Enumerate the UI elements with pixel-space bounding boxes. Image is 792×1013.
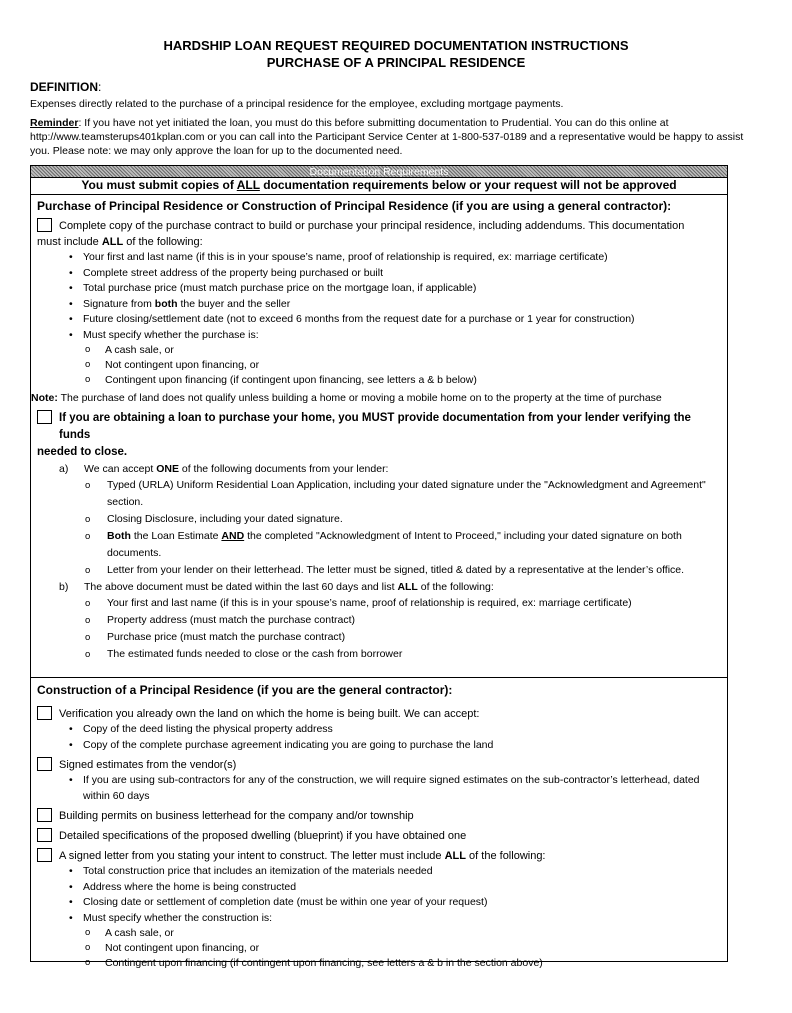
option-a-documents — [85, 477, 727, 579]
list-item: o Not contingent upon financing, or — [85, 941, 727, 956]
purchase-section-heading: Purchase of Principal Residence or Construction of Principal Residence (if you are using a general contractor): — [37, 199, 672, 213]
list-item: • Signature from both the buyer and the seller — [69, 297, 727, 313]
list-item: • Complete street address of the property being purchased or built — [69, 266, 727, 282]
list-item: o A cash sale, or — [85, 926, 727, 941]
land-verification-item: Verification you already own the land on which the home is being built. We can accept: — [37, 706, 727, 722]
list-item: o Letter from your lender on their letterhead. The letter must be signed, titled & dated by a representative at the lender’s office. — [85, 562, 727, 579]
option-b: b) The above document must be dated within the last 60 days and list ALL of the following: — [59, 581, 494, 593]
definition-body: Expenses directly related to the purchase of a principal residence for the employee, excluding mortgage payments. — [30, 97, 564, 110]
list-item: • Future closing/settlement date (not to exceed 6 months from the request date for a purchase or 1 year for construction) — [69, 312, 727, 328]
list-item: • Copy of the deed listing the physical property address — [69, 722, 727, 738]
requirements-warning: You must submit copies of ALL documentation requirements below or your request will not be approved — [31, 178, 727, 195]
construction-type-sublist — [85, 926, 727, 971]
vendor-estimates-item: Signed estimates from the vendor(s) — [37, 757, 727, 773]
list-item: o Not contingent upon financing, or — [85, 358, 727, 373]
list-item: o Both the Loan Estimate AND the completed "Acknowledgment of Intent to Proceed," including your dated signature on both documents. — [85, 528, 727, 562]
list-item: o A cash sale, or — [85, 343, 727, 358]
list-item: o Your first and last name (if this is in your spouse’s name, proof of relationship is required, ex: marriage certificate) — [85, 595, 727, 612]
land-verification-bullets — [69, 722, 727, 753]
list-item: • Closing date or settlement of completion date (must be within one year of your request) — [69, 895, 727, 911]
purchase-contract-bullets — [69, 250, 727, 343]
purchase-contract-item: Complete copy of the purchase contract to build or purchase your principal residence, including addendums. This documentation must include ALL of the following: — [37, 220, 685, 248]
reminder-label: Reminder — [30, 117, 79, 130]
intent-letter-checkbox[interactable] — [37, 848, 52, 862]
land-verification-checkbox[interactable] — [37, 706, 52, 720]
reminder-paragraph: Reminder: If you have not yet initiated the loan, you must do this before submitting documentation to Prudential. You can do this online at http://www.teamsterups401kplan.com or you can call into the Participant Service Center at 1-800-537-0189 and a representative would be happy to assist you. Please note: we may only approve the loan for up to the documented need. — [30, 117, 744, 157]
option-a: a) We can accept ONE of the following documents from your lender: — [59, 463, 389, 475]
list-item: o Contingent upon financing (if contingent upon financing, see letters a & b below) — [85, 373, 727, 388]
document-title: HARDSHIP LOAN REQUEST REQUIRED DOCUMENTATION INSTRUCTIONS — [163, 38, 629, 53]
definition-heading: DEFINITION: — [30, 80, 102, 94]
list-item: • Your first and last name (if this is in your spouse’s name, proof of relationship is required, ex: marriage certificate) — [69, 250, 727, 266]
list-item: o Property address (must match the purchase contract) — [85, 612, 727, 629]
purchase-contract-checkbox[interactable] — [37, 218, 52, 232]
list-item: o Purchase price (must match the purchase contract) — [85, 629, 727, 646]
building-permits-item: Building permits on business letterhead for the company and/or township — [37, 808, 727, 824]
list-item: o Typed (URLA) Uniform Residential Loan Application, including your dated signature under the "Acknowledgment and Agreement" section. — [85, 477, 727, 511]
purchase-type-sublist — [85, 343, 727, 388]
list-item: • Must specify whether the purchase is: — [69, 328, 727, 344]
list-item: • Copy of the complete purchase agreement indicating you are going to purchase the land — [69, 738, 727, 754]
land-note: Note: The purchase of land does not qualify unless building a home or moving a mobile home on to the property at the time of purchase — [31, 392, 662, 404]
lender-docs-checkbox[interactable] — [37, 410, 52, 424]
document-subtitle: PURCHASE OF A PRINCIPAL RESIDENCE — [266, 55, 526, 70]
list-item: • Total construction price that includes an itemization of the materials needed — [69, 864, 727, 880]
option-b-items — [85, 595, 727, 663]
requirements-table — [30, 165, 728, 969]
construction-section — [31, 678, 727, 971]
list-item: • Address where the home is being constructed — [69, 880, 727, 896]
construction-section-heading: Construction of a Principal Residence (if you are the general contractor): — [37, 683, 453, 697]
intent-letter-item: A signed letter from you stating your intent to construct. The letter must include ALL of the following: — [37, 848, 727, 864]
dwelling-specs-checkbox[interactable] — [37, 828, 52, 842]
list-item: • Must specify whether the construction is: — [69, 911, 727, 927]
purchase-section — [31, 195, 727, 678]
intent-letter-bullets — [69, 864, 727, 926]
lender-docs-item: If you are obtaining a loan to purchase your home, you MUST provide documentation from your lender verifying the funds needed to close. — [37, 412, 691, 458]
requirements-banner: Documentation Requirements — [31, 166, 727, 178]
list-item: o The estimated funds needed to close or the cash from borrower — [85, 646, 727, 663]
list-item: • If you are using sub-contractors for any of the construction, we will require signed estimates on the sub-contractor’s letterhead, dated within 60 days — [69, 773, 709, 804]
list-item: o Closing Disclosure, including your dated signature. — [85, 511, 727, 528]
building-permits-checkbox[interactable] — [37, 808, 52, 822]
list-item: o Contingent upon financing (if contingent upon financing, see letters a & b in the section above) — [85, 956, 727, 971]
dwelling-specs-item: Detailed specifications of the proposed dwelling (blueprint) if you have obtained one — [37, 828, 727, 844]
vendor-estimates-checkbox[interactable] — [37, 757, 52, 771]
list-item: • Total purchase price (must match purchase price on the mortgage loan, if applicable) — [69, 281, 727, 297]
vendor-estimates-bullets — [69, 773, 727, 804]
